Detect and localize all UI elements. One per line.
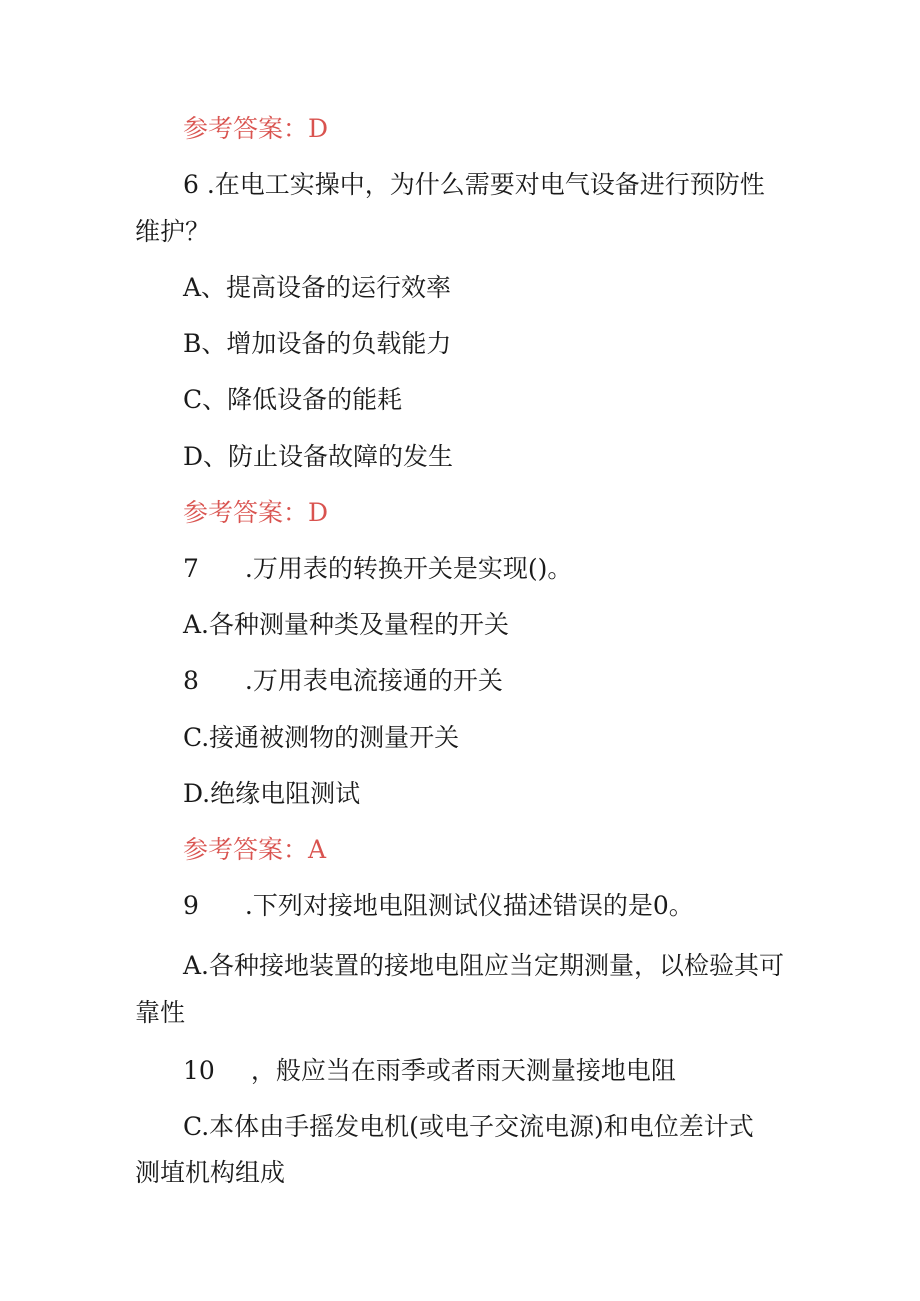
question-7: [183, 553, 572, 585]
answer-6: 参考答案：D: [183, 498, 329, 527]
option-a: A、提高设备的运行效率: [183, 273, 452, 302]
answer-5: 参考答案：D: [183, 114, 329, 143]
option-d: D、防止设备故障的发生: [183, 442, 454, 471]
option-d: D.绝缘电阻测试: [183, 779, 361, 808]
question-8: [183, 665, 503, 697]
question-6-continued: 维护？: [135, 217, 211, 246]
question-text: .在电工实操中，为什么需要对电气设备进行预防性: [206, 170, 765, 199]
question-text: ，般应当在雨季或者雨天测量接地电阻: [250, 1056, 676, 1085]
question-text: .万用表电流接通的开关: [244, 666, 503, 695]
option-a: A.各种接地装置的接地电阻应当定期测量，以检验其可: [183, 951, 785, 980]
question-10: [183, 1055, 676, 1087]
option-b: B、增加设备的负载能力: [183, 329, 452, 358]
option-c-continued: 测埴机构组成: [135, 1158, 286, 1187]
option-c: C.本体由手摇发电机(或电子交流电源)和电位差计式: [183, 1112, 754, 1141]
question-6: [183, 169, 765, 201]
question-number: 7: [183, 554, 199, 583]
question-number: 10: [183, 1056, 215, 1085]
option-c: C、降低设备的能耗: [183, 385, 403, 414]
question-text: .下列对接地电阻测试仪描述错误的是0。: [244, 891, 694, 920]
question-9: [183, 890, 694, 922]
question-number: 9: [183, 891, 199, 920]
question-text: .万用表的转换开关是实现()。: [244, 554, 573, 583]
answer-7: 参考答案：A: [183, 835, 327, 864]
option-c: C.接通被测物的测量开关: [183, 723, 460, 752]
option-a: A.各种测量种类及量程的开关: [183, 610, 510, 639]
question-number: 8: [183, 666, 199, 695]
option-a-continued: 靠性: [135, 998, 186, 1027]
question-number: 6: [183, 170, 199, 199]
